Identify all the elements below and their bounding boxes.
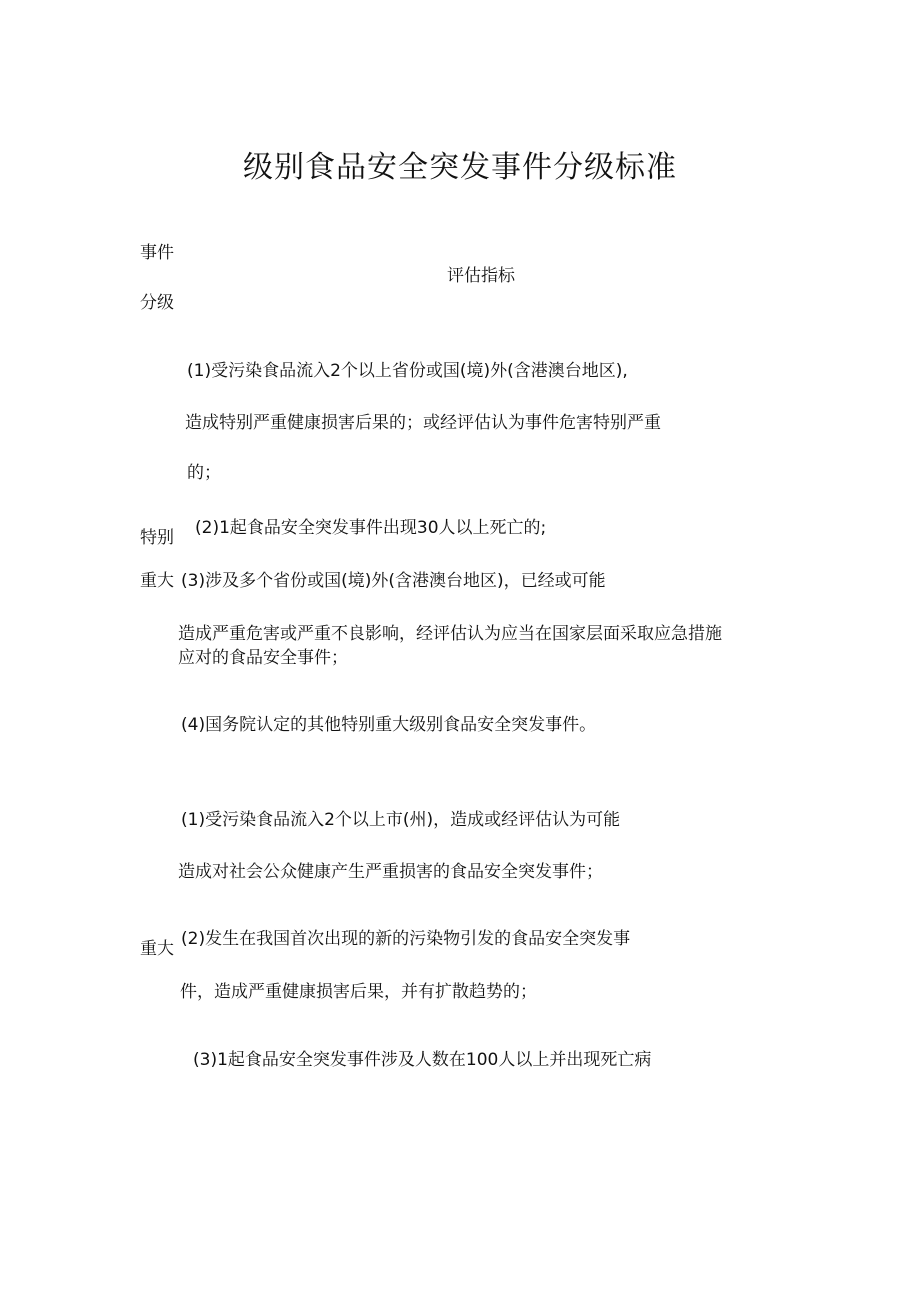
criteria-line: (4)国务院认定的其他特别重大级别食品安全突发事件。 (181, 715, 597, 735)
page-title: 级别食品安全突发事件分级标准 (243, 150, 677, 185)
criteria-line: (3)1起食品安全突发事件涉及人数在100人以上并出现死亡病 (193, 1050, 652, 1070)
criteria-line: 件，造成严重健康损害后果，并有扩散趋势的； (180, 982, 537, 1002)
header-level-line1: 事件 (140, 243, 174, 263)
header-level-line2: 分级 (140, 293, 174, 313)
criteria-line: 的； (187, 463, 221, 483)
criteria-line: (3)涉及多个省份或国(境)外(含港澳台地区)，已经或可能 (181, 571, 606, 591)
header-criteria: 评估指标 (447, 266, 515, 286)
criteria-line: (1)受污染食品流入2个以上省份或国(境)外(含港澳台地区), (187, 361, 628, 381)
level-label-extra-major-line1: 特别 (140, 528, 174, 548)
criteria-line: (2)1起食品安全突发事件出现30人以上死亡的; (195, 518, 547, 538)
criteria-line: (2)发生在我国首次出现的新的污染物引发的食品安全突发事 (181, 929, 631, 949)
criteria-line: 造成严重危害或严重不良影响，经评估认为应当在国家层面采取应急措施 (178, 624, 722, 644)
criteria-line: 造成特别严重健康损害后果的；或经评估认为事件危害特别严重 (185, 413, 661, 433)
level-label-extra-major-line2: 重大 (140, 571, 174, 591)
level-label-major: 重大 (140, 939, 174, 959)
criteria-line: 应对的食品安全事件； (178, 648, 348, 668)
criteria-line: 造成对社会公众健康产生严重损害的食品安全突发事件； (178, 862, 603, 882)
criteria-line: (1)受污染食品流入2个以上市(州)，造成或经评估认为可能 (181, 810, 621, 830)
